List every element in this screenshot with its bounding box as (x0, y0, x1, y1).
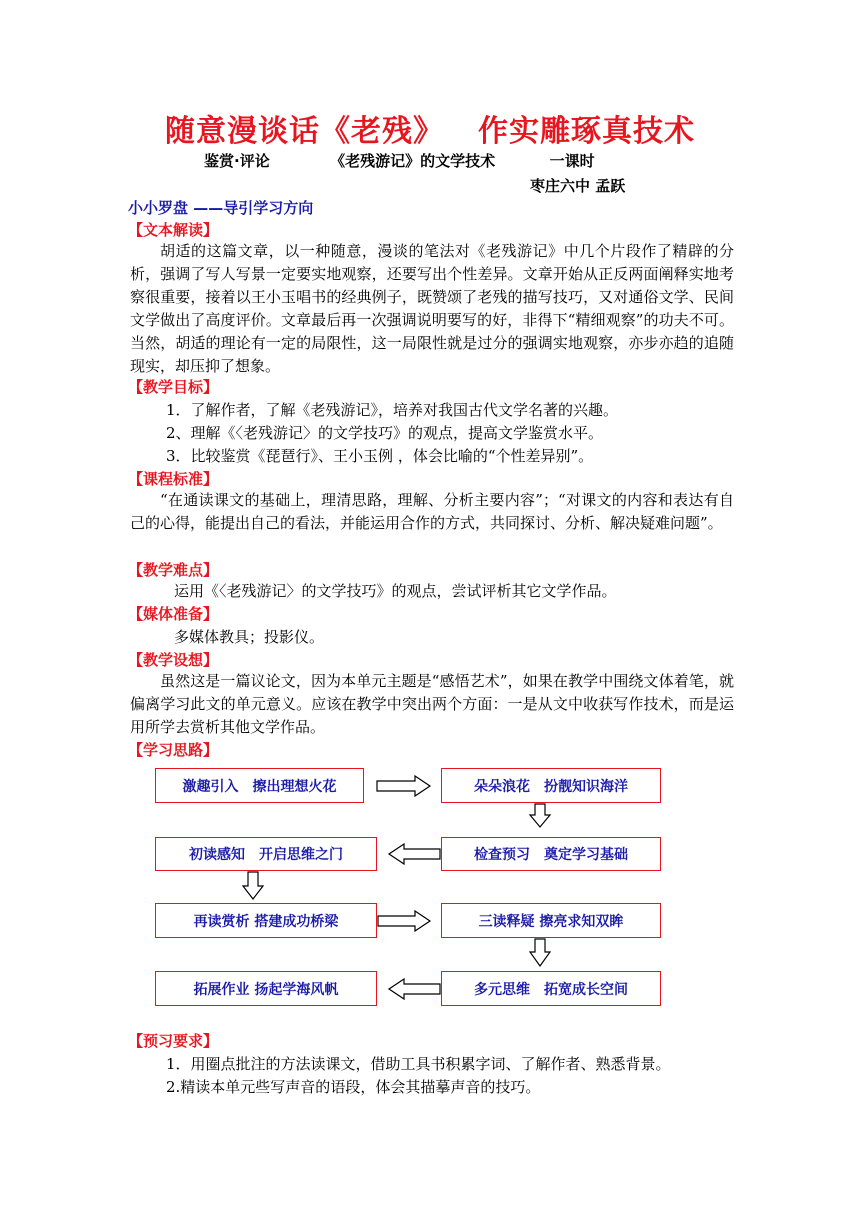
heading-text-reading: 【文本解读】 (128, 221, 219, 239)
flow-box-3: 初读感知 开启思维之门 (155, 837, 377, 871)
flow-box-4: 检查预习 奠定学习基础 (441, 837, 661, 871)
heading-standard: 【课程标准】 (128, 470, 219, 488)
flow-box-5: 再读赏析 搭建成功桥梁 (155, 903, 377, 938)
topic-label: 《老残游记》的文学技术 (330, 152, 496, 170)
text-reading-body: 胡适的这篇文章，以一种随意，漫谈的笔法对《老残游记》中几个片段作了精辟的分析，强调了写人写景一定要实地观察，还要写出个性差异。文章开始从正反两面阐释实地考察很重要，接着以王小玉唱书的经典例子，既赞颂了老残的描写技巧，又对通俗文学、民间文学做出了高度评价。文章最后再一次强调说明要写的好，非得下“精细观察”的功夫不可。当然，胡适的理论有一定的局限性，这一局限性就是过分的强调实地观察，亦步亦趋的追随现实，却压抑了想象。 (130, 242, 734, 375)
heading-design: 【教学设想】 (128, 651, 219, 669)
flow-box-2: 朵朵浪花 扮靓知识海洋 (441, 768, 661, 803)
heading-route: 【学习思路】 (128, 741, 219, 759)
arrow-down-icon (243, 872, 263, 899)
heading-goals: 【教学目标】 (128, 378, 219, 396)
flow-box-6: 三读释疑 擦亮求知双眸 (441, 903, 661, 938)
flow-box-1: 激趣引入 擦出理想火花 (155, 768, 364, 803)
genre-label: 鉴赏·评论 (204, 152, 270, 170)
arrow-down-icon (530, 804, 550, 827)
heading-preview: 【预习要求】 (128, 1032, 219, 1050)
title-right: 作实雕琢真技术 (478, 114, 695, 149)
flow-box-7: 拓展作业 扬起学海风帆 (155, 971, 377, 1006)
heading-difficulty: 【教学难点】 (128, 561, 219, 579)
standard-body: “在通读课文的基础上，理清思路，理解、分析主要内容”；“对课文的内容和表达有自己的心得，能提出自己的看法，并能运用合作的方式，共同探讨、分析、解决疑难问题”。 (130, 491, 734, 532)
goal-item: 1．了解作者，了解《老残游记》，培养对我国古代文学名著的兴趣。 (166, 401, 619, 419)
preview-item: 2.精读本单元些写声音的语段，体会其描摹声音的技巧。 (166, 1078, 541, 1096)
arrow-left-icon (389, 844, 440, 864)
title-left: 随意漫谈话《老残》 (165, 114, 444, 149)
heading-media: 【媒体准备】 (128, 605, 219, 623)
arrow-right-icon (378, 911, 430, 931)
goal-item: 2、理解《〈老残游记〉的文学技巧》的观点，提高文学鉴赏水平。 (166, 424, 604, 442)
flow-box-8: 多元思维 拓宽成长空间 (441, 971, 661, 1006)
section-compass: 小小罗盘 ——导引学习方向 (128, 199, 314, 217)
arrow-right-icon (377, 776, 430, 796)
difficulty-body: 运用《〈老残游记〉的文学技巧》的观点，尝试评析其它文学作品。 (174, 582, 617, 600)
period-label: 一课时 (549, 152, 595, 170)
preview-item: 1．用圈点批注的方法读课文，借助工具书积累字词、了解作者、熟悉背景。 (166, 1055, 671, 1073)
media-body: 多媒体教具；投影仪。 (174, 628, 325, 646)
author: 枣庄六中 孟跃 (530, 177, 626, 195)
goal-item: 3．比较鉴赏《琵琶行》、王小玉例 ，体会比喻的“个性差异别”。 (166, 447, 594, 465)
design-body: 虽然这是一篇议论文，因为本单元主题是“感悟艺术”，如果在教学中围绕文体着笔，就偏离学习此文的单元意义。应该在教学中突出两个方面：一是从文中收获写作技术，而是运用所学去赏析其他文学作品。 (130, 672, 734, 736)
arrow-left-icon (389, 979, 440, 999)
arrow-down-icon (530, 939, 550, 966)
